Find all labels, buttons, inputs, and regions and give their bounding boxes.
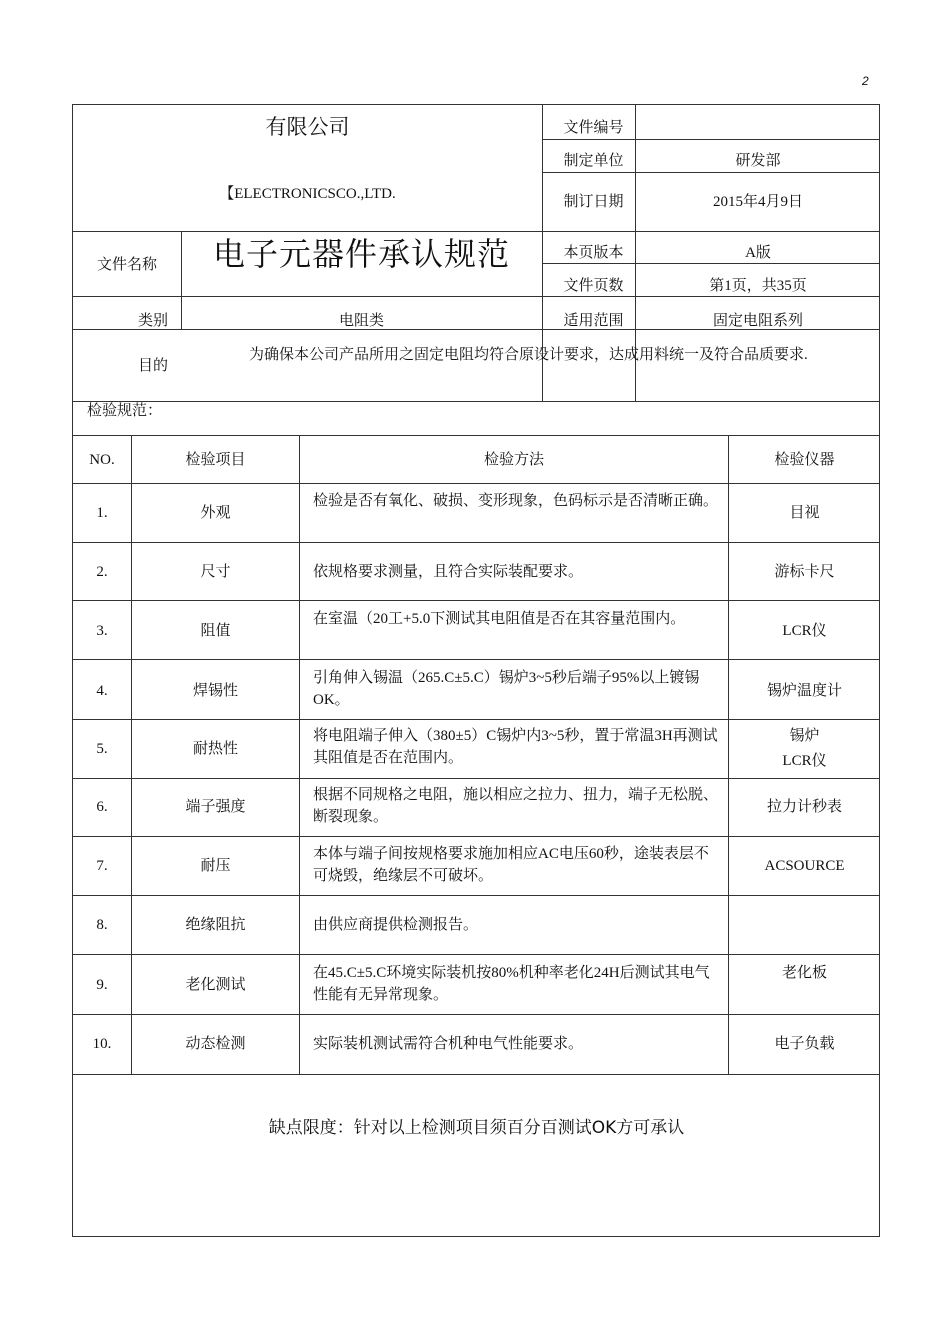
version-label: 本页版本 (563, 245, 624, 261)
table-row-method: 引角伸入锡温（265.C±5.C）锡炉3~5秒后端子95%以上镀锡OK。 (313, 670, 700, 708)
divider (73, 435, 880, 436)
table-row-no: 1. (96, 505, 108, 521)
table-row-item: 端子强度 (185, 799, 246, 815)
divider (73, 778, 880, 779)
table-row-method: 检验是否有氧化、破损、变形现象，色码标示是否清晰正确。 (313, 493, 719, 509)
document-form (72, 104, 880, 1237)
scope-value: 固定电阻系列 (712, 313, 803, 329)
table-row-no: 5. (96, 741, 108, 757)
divider (73, 895, 880, 896)
divider (73, 954, 880, 955)
divider (73, 401, 880, 402)
table-row-item: 耐压 (200, 858, 231, 874)
table-row-no: 10. (92, 1036, 112, 1052)
issuer-value: 研发部 (735, 153, 781, 169)
table-row-instrument: 老化板 (781, 965, 827, 981)
divider (542, 139, 880, 140)
doc-name-label: 文件名称 (96, 257, 157, 273)
table-row-no: 9. (96, 977, 108, 993)
table-row-method: 由供应商提供检测报告。 (313, 917, 479, 933)
spec-label: 检验规范： (87, 403, 163, 419)
table-row-instrument: 目视 (789, 505, 820, 521)
issuer-label: 制定单位 (563, 153, 624, 169)
table-row-method: 将电阻端子伸入（380±5）C锡炉内3~5秒，置于常温3H再测试其阻值是否在范围内。 (313, 728, 718, 766)
divider (73, 719, 880, 720)
table-row-item: 老化测试 (185, 977, 246, 993)
table-row-instrument: 锡炉 (789, 728, 820, 744)
divider (73, 1074, 880, 1075)
table-row-instrument: 锡炉温度计 (766, 683, 842, 699)
table-row-instrument: 电子负载 (774, 1036, 835, 1052)
scope-label: 适用范围 (563, 313, 624, 329)
table-row-item: 外观 (200, 505, 231, 521)
column-header-method: 检验方法 (483, 452, 544, 468)
table-row-instrument: 游标卡尺 (774, 564, 835, 580)
table-row-no: 7. (96, 858, 108, 874)
divider (73, 1014, 880, 1015)
table-row-item: 动态检测 (185, 1036, 246, 1052)
column-header-instrument: 检验仪器 (774, 452, 835, 468)
defect-limit-text: 缺点限度：针对以上检测项目须百分百测试OK方可承认 (268, 1118, 685, 1138)
divider (73, 542, 880, 543)
page-number: 2 (862, 74, 869, 88)
category-value: 电阻类 (338, 313, 384, 329)
purpose-text: 为确保本公司产品所用之固定电阻均符合原设计要求，达成用料统一及符合品质要求. (249, 347, 808, 363)
table-row-instrument: LCR仪 (782, 753, 827, 769)
divider (542, 172, 880, 173)
table-row-no: 3. (96, 623, 108, 639)
category-label: 类别 (137, 313, 168, 329)
divider (73, 231, 880, 232)
table-row-item: 尺寸 (200, 564, 231, 580)
table-row-instrument: LCR仪 (782, 623, 827, 639)
company-name: 有限公司 (265, 115, 350, 139)
divider (73, 836, 880, 837)
table-row-item: 焊锡性 (192, 683, 238, 699)
table-row-method: 本体与端子间按规格要求施加相应AC电压60秒，途装表层不可烧毁，绝缘层不可破坏。 (313, 846, 709, 884)
pages-value: 第1页，共35页 (709, 278, 807, 294)
table-row-item: 绝缘阻抗 (185, 917, 246, 933)
table-row-method: 在45.C±5.C环境实际装机按80%机种率老化24H后测试其电气性能有无异常现象。 (313, 965, 710, 1003)
table-row-method: 根据不同规格之电阻，施以相应之拉力、扭力，端子无松脱、断裂现象。 (313, 787, 719, 825)
divider (299, 435, 300, 1075)
table-row-no: 2. (96, 564, 108, 580)
table-row-method: 依规格要求测量，且符合实际装配要求。 (313, 564, 584, 580)
table-row-no: 6. (96, 799, 108, 815)
table-row-method: 实际装机测试需符合机种电气性能要求。 (313, 1036, 584, 1052)
version-value: A版 (745, 245, 771, 261)
table-row-method: 在室温（20工+5.0下测试其电阻值是否在其容量范围内。 (313, 611, 686, 627)
divider (73, 483, 880, 484)
pages-label: 文件页数 (563, 278, 624, 294)
company-english-name: 【ELECTRONICSCO.,LTD. (219, 186, 396, 202)
doc-number-label: 文件编号 (563, 120, 624, 136)
column-header-no: NO. (89, 452, 115, 468)
table-row-item: 阻值 (200, 623, 231, 639)
table-row-instrument: ACSOURCE (764, 858, 845, 874)
table-row-no: 4. (96, 683, 108, 699)
divider (73, 659, 880, 660)
column-header-item: 检验项目 (185, 452, 246, 468)
divider (73, 600, 880, 601)
table-row-instrument: 拉力计秒表 (766, 799, 842, 815)
table-row-item: 耐热性 (192, 741, 238, 757)
date-label: 制订日期 (563, 194, 624, 210)
date-value: 2015年4月9日 (712, 194, 803, 210)
purpose-label: 目的 (137, 358, 168, 374)
table-row-no: 8. (96, 917, 108, 933)
document-title: 电子元器件承认规范 (212, 236, 510, 272)
